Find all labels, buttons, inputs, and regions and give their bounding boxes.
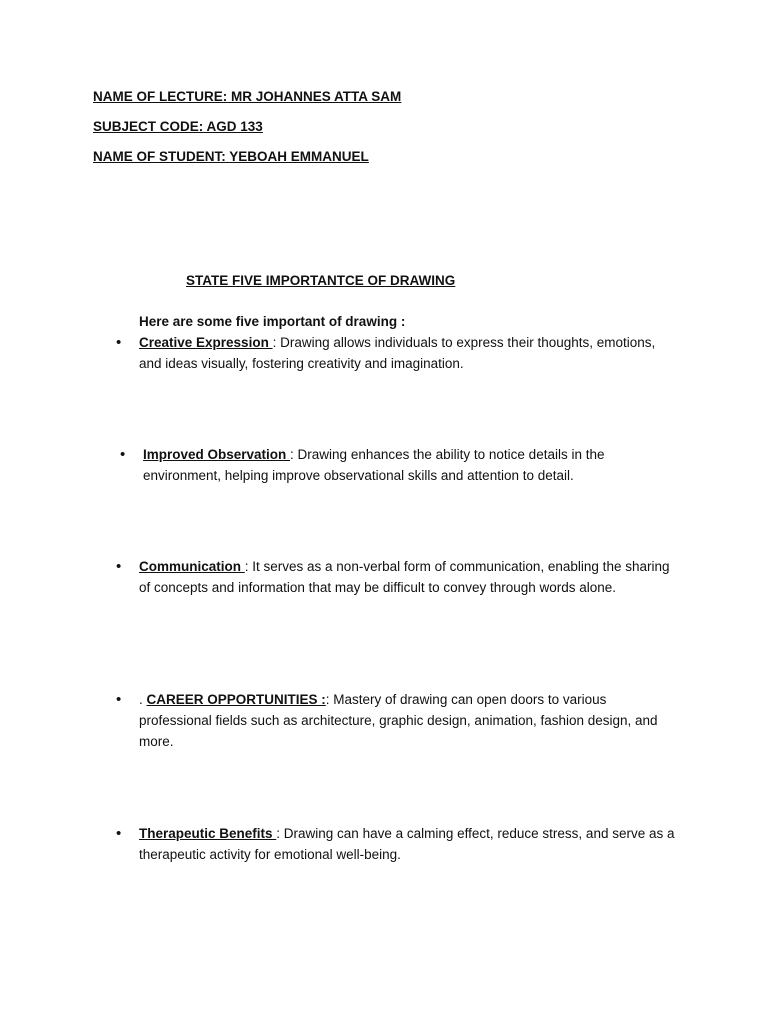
item-description: : Drawing can have a calming effect, reduce stress, and serve as a therapeutic activity for emotional well-being. bbox=[139, 826, 675, 862]
subject-code-label: SUBJECT CODE: bbox=[93, 119, 204, 134]
list-item bbox=[139, 332, 679, 374]
bullet-icon: • bbox=[116, 558, 122, 575]
bullet-icon: • bbox=[116, 825, 122, 842]
bullet-icon: • bbox=[116, 691, 122, 708]
item-description: : Mastery of drawing can open doors to various professional fields such as architecture, graphic design, animation, fashion design, and more. bbox=[139, 692, 658, 749]
lecturer-label: NAME OF LECTURE: bbox=[93, 89, 228, 104]
intro-text: Here are some five important of drawing : bbox=[139, 314, 406, 329]
bullet-icon: • bbox=[120, 446, 126, 463]
lecturer-line bbox=[93, 86, 401, 107]
item-term: Improved Observation bbox=[143, 447, 291, 462]
document-title: STATE FIVE IMPORTANTCE OF DRAWING bbox=[186, 273, 456, 288]
student-label: NAME OF STUDENT: bbox=[93, 149, 226, 164]
item-term: CAREER OPPORTUNITIES : bbox=[146, 692, 326, 707]
list-item bbox=[139, 823, 679, 865]
item-term: Creative Expression bbox=[139, 335, 273, 350]
list-item bbox=[143, 444, 683, 486]
student-name: YEBOAH EMMANUEL bbox=[229, 149, 369, 164]
subject-code-line bbox=[93, 116, 263, 137]
item-description: : It serves as a non-verbal form of communication, enabling the sharing of concepts and information that may be difficult to convey through words alone. bbox=[139, 559, 670, 595]
lecturer-name: MR JOHANNES ATTA SAM bbox=[231, 89, 402, 104]
item-description: : Drawing enhances the ability to notice details in the environment, helping improve observational skills and attention to detail. bbox=[143, 447, 605, 483]
bullet-icon: • bbox=[116, 334, 122, 351]
list-item bbox=[139, 689, 679, 752]
list-item bbox=[139, 556, 679, 598]
subject-code-value: AGD 133 bbox=[206, 119, 263, 134]
item-prefix: . bbox=[139, 692, 147, 707]
item-term: Communication bbox=[139, 559, 245, 574]
student-line bbox=[93, 146, 369, 167]
item-term: Therapeutic Benefits bbox=[139, 826, 277, 841]
item-description: : Drawing allows individuals to express their thoughts, emotions, and ideas visually, fostering creativity and imagination. bbox=[139, 335, 656, 371]
